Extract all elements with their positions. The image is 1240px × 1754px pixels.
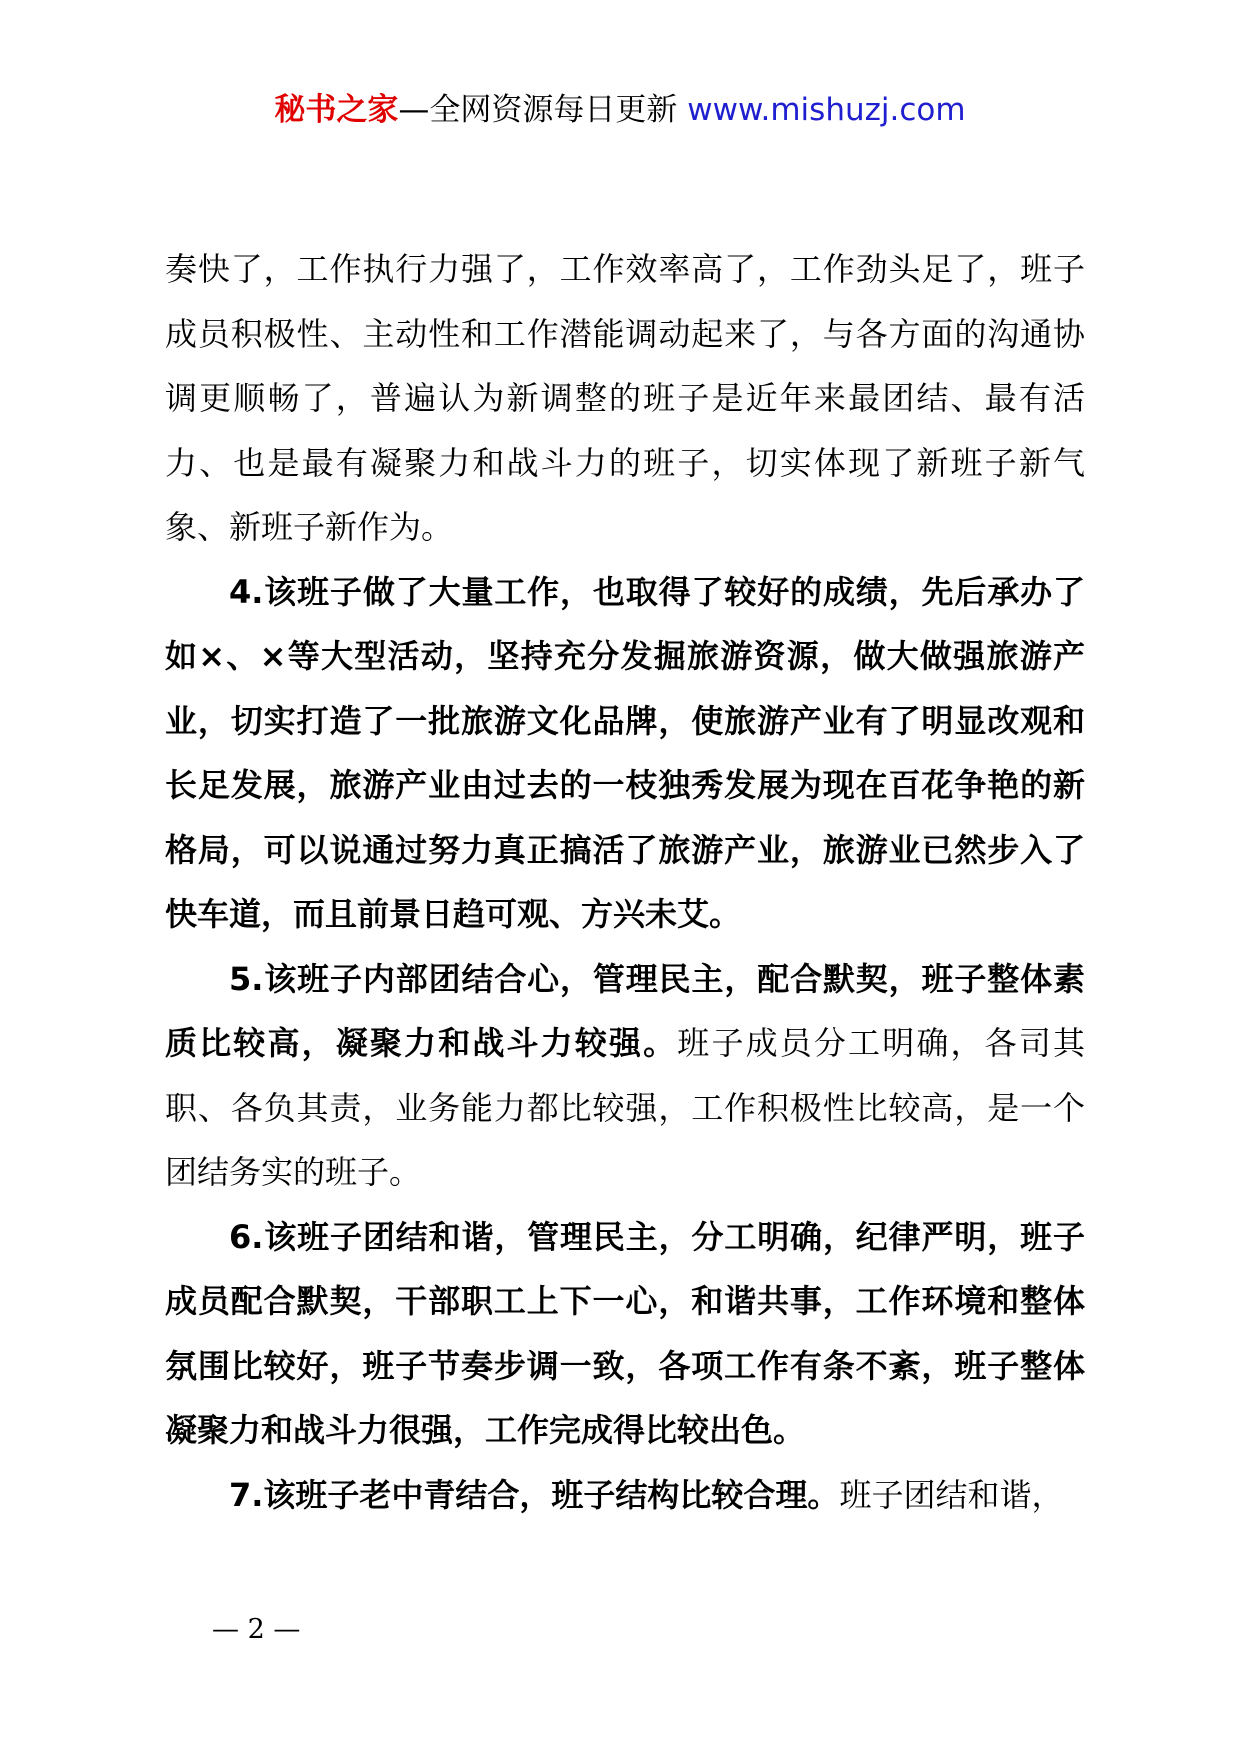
paragraph-bold-text: 4.该班子做了大量工作，也取得了较好的成绩，先后承办了如×、×等大型活动，坚持充分发掘旅游资源，做大做强旅游产业，切实打造了一批旅游文化品牌，使旅游产业有了明显改观和长足发展，旅游产业由过去的一枝独秀发展为现在百花争艳的新格局，可以说通过努力真正搞活了旅游产业，旅游业已然步入了快车道，而且前景日趋可观、方兴未艾。: [165, 572, 1085, 933]
header-slogan: —全网资源每日更新: [398, 92, 678, 128]
paragraph-text: 班子团结和谐，: [839, 1475, 1064, 1514]
paragraph-text: 班子成员分工明确，各司其职、各负其责，业务能力都比较强，工作积极性比较高，是一个团结务实的班子。: [165, 1024, 1085, 1191]
page-header: [0, 88, 1240, 132]
header-url[interactable]: www.mishuzj.com: [687, 92, 966, 128]
paragraph-bold-text: 7.该班子老中青结合，班子结构比较合理。: [229, 1475, 840, 1514]
paragraph-item-5: [165, 947, 1085, 1205]
page-number: — 2 —: [212, 1614, 301, 1645]
paragraph-item-6: [165, 1205, 1085, 1463]
paragraph-bold-text: 6.该班子团结和谐，管理民主，分工明确，纪律严明，班子成员配合默契，干部职工上下一心，和谐共事，工作环境和整体氛围比较好，班子节奏步调一致，各项工作有条不紊，班子整体凝聚力和战斗力很强，工作完成得比较出色。: [165, 1217, 1085, 1449]
paragraph-item-7: [165, 1463, 1085, 1528]
paragraph-bold-text: 5.该班子内部团结合心，管理民主，配合默契，班子整体素质比较高，凝聚力和战斗力较强。: [165, 959, 1085, 1062]
document-body: [165, 237, 1085, 1527]
paragraph-item-4: [165, 560, 1085, 947]
paragraph-text: 奏快了，工作执行力强了，工作效率高了，工作劲头足了，班子成员积极性、主动性和工作潜能调动起来了，与各方面的沟通协调更顺畅了，普遍认为新调整的班子是近年来最团结、最有活力、也是最有凝聚力和战斗力的班子，切实体现了新班子新气象、新班子新作为。: [165, 250, 1085, 546]
paragraph-continued: [165, 237, 1085, 560]
header-brand: 秘书之家: [274, 92, 399, 128]
